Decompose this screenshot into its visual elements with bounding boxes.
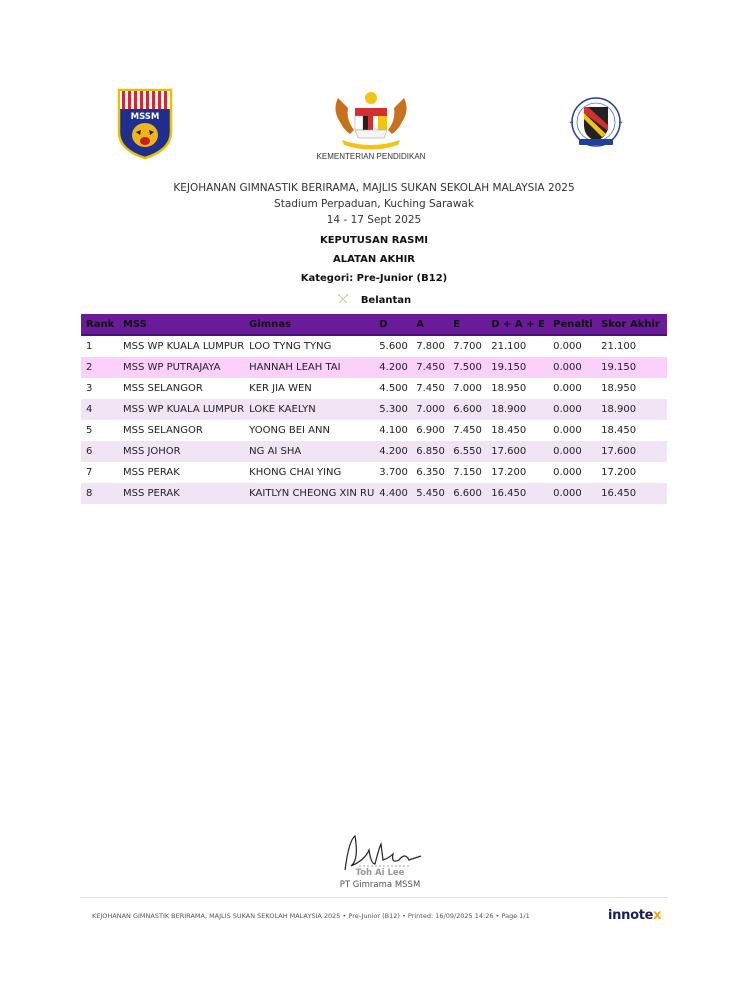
cell-gimnas: NG AI SHA (244, 441, 374, 462)
apparatus-group: ALATAN AKHIR (333, 254, 415, 265)
cell-dae: 16.450 (486, 483, 548, 504)
category-label: Kategori: Pre-Junior (B12) (300, 273, 448, 284)
cell-d: 5.600 (374, 335, 411, 357)
cell-d: 4.200 (374, 441, 411, 462)
event-title: KEJOHANAN GIMNASTIK BERIRAMA, MAJLIS SUKAN SEKOLAH MALAYSIA 2025 (173, 182, 575, 194)
col-dae: D + A + E (486, 314, 548, 335)
cell-penalti: 0.000 (548, 441, 596, 462)
table-row (81, 462, 667, 483)
cell-skor: 17.200 (596, 462, 667, 483)
cell-gimnas: YOONG BEI ANN (244, 420, 374, 441)
cell-a: 7.450 (411, 357, 448, 378)
cell-mss: MSS WP PUTRAJAYA (118, 357, 244, 378)
col-rank: Rank (81, 314, 118, 335)
cell-dae: 17.200 (486, 462, 548, 483)
cell-skor: 16.450 (596, 483, 667, 504)
cell-d: 5.300 (374, 399, 411, 420)
cell-mss: MSS PERAK (118, 462, 244, 483)
col-d: D (374, 314, 411, 335)
cell-skor: 18.450 (596, 420, 667, 441)
cell-gimnas: LOO TYNG TYNG (244, 335, 374, 357)
cell-e: 7.700 (448, 335, 486, 357)
cell-a: 7.000 (411, 399, 448, 420)
cell-rank: 7 (81, 462, 118, 483)
cell-mss: MSS JOHOR (118, 441, 244, 462)
cell-e: 6.600 (448, 483, 486, 504)
signer-name: Toh Ai Lee (355, 868, 405, 878)
apparatus-heading (0, 293, 748, 306)
cell-e: 6.550 (448, 441, 486, 462)
col-a: A (411, 314, 448, 335)
table-header-row (81, 314, 667, 335)
cell-penalti: 0.000 (548, 378, 596, 399)
cell-a: 5.450 (411, 483, 448, 504)
cell-gimnas: LOKE KAELYN (244, 399, 374, 420)
cell-rank: 1 (81, 335, 118, 357)
col-mss: MSS (118, 314, 244, 335)
event-dates: 14 - 17 Sept 2025 (326, 214, 422, 226)
cell-e: 7.000 (448, 378, 486, 399)
results-table (81, 314, 667, 504)
cell-skor: 18.950 (596, 378, 667, 399)
cell-rank: 3 (81, 378, 118, 399)
cell-e: 7.150 (448, 462, 486, 483)
col-e: E (448, 314, 486, 335)
mss-sarawak-logo (567, 95, 625, 153)
table-row (81, 378, 667, 399)
cell-rank: 2 (81, 357, 118, 378)
cell-rank: 6 (81, 441, 118, 462)
cell-skor: 19.150 (596, 357, 667, 378)
cell-d: 4.200 (374, 357, 411, 378)
cell-gimnas: HANNAH LEAH TAI (244, 357, 374, 378)
event-venue: Stadium Perpaduan, Kuching Sarawak (274, 198, 474, 210)
cell-penalti: 0.000 (548, 357, 596, 378)
brand-main: innote (608, 908, 654, 923)
result-type: KEPUTUSAN RASMI (319, 235, 429, 246)
col-gimnas: Gimnas (244, 314, 374, 335)
cell-a: 6.900 (411, 420, 448, 441)
cell-d: 3.700 (374, 462, 411, 483)
clubs-icon (337, 293, 349, 305)
table-row (81, 420, 667, 441)
footer-divider (80, 897, 668, 898)
footer-text: KEJOHANAN GIMNASTIK BERIRAMA, MAJLIS SUKAN SEKOLAH MALAYSIA 2025 • Pre-Junior (B12) • Printed: 16/09/2025 14:26 • Page 1/1 (92, 912, 530, 920)
cell-dae: 18.450 (486, 420, 548, 441)
mssm-logo (116, 88, 174, 160)
cell-dae: 18.950 (486, 378, 548, 399)
table-row (81, 335, 667, 357)
cell-skor: 21.100 (596, 335, 667, 357)
cell-a: 6.850 (411, 441, 448, 462)
cell-d: 4.100 (374, 420, 411, 441)
cell-mss: MSS SELANGOR (118, 378, 244, 399)
cell-skor: 18.900 (596, 399, 667, 420)
cell-gimnas: KER JIA WEN (244, 378, 374, 399)
cell-dae: 17.600 (486, 441, 548, 462)
ministry-caption: KEMENTERIAN PENDIDIKAN (316, 152, 426, 161)
brand-accent: x (653, 908, 662, 923)
col-skor-akhir: Skor Akhir (596, 314, 667, 335)
cell-penalti: 0.000 (548, 462, 596, 483)
cell-dae: 21.100 (486, 335, 548, 357)
cell-rank: 4 (81, 399, 118, 420)
table-row (81, 357, 667, 378)
cell-dae: 19.150 (486, 357, 548, 378)
cell-a: 6.350 (411, 462, 448, 483)
cell-penalti: 0.000 (548, 399, 596, 420)
innotex-logo (608, 908, 661, 923)
table-row (81, 441, 667, 462)
cell-gimnas: KAITLYN CHEONG XIN RU (244, 483, 374, 504)
cell-mss: MSS WP KUALA LUMPUR (118, 399, 244, 420)
cell-e: 7.500 (448, 357, 486, 378)
cell-dae: 18.900 (486, 399, 548, 420)
cell-d: 4.500 (374, 378, 411, 399)
cell-rank: 8 (81, 483, 118, 504)
cell-skor: 17.600 (596, 441, 667, 462)
cell-penalti: 0.000 (548, 335, 596, 357)
cell-a: 7.450 (411, 378, 448, 399)
cell-mss: MSS PERAK (118, 483, 244, 504)
coat-of-arms-logo (330, 90, 412, 152)
cell-rank: 5 (81, 420, 118, 441)
cell-mss: MSS SELANGOR (118, 420, 244, 441)
cell-mss: MSS WP KUALA LUMPUR (118, 335, 244, 357)
cell-penalti: 0.000 (548, 420, 596, 441)
cell-gimnas: KHONG CHAI YING (244, 462, 374, 483)
col-penalti: Penalti (548, 314, 596, 335)
apparatus-label: Belantan (360, 295, 412, 306)
table-row (81, 399, 667, 420)
table-row (81, 483, 667, 504)
cell-penalti: 0.000 (548, 483, 596, 504)
cell-a: 7.800 (411, 335, 448, 357)
cell-e: 7.450 (448, 420, 486, 441)
mssm-logo-text: MSSM (130, 112, 160, 122)
cell-d: 4.400 (374, 483, 411, 504)
signer-title: PT Gimrama MSSM (339, 880, 421, 890)
cell-e: 6.600 (448, 399, 486, 420)
